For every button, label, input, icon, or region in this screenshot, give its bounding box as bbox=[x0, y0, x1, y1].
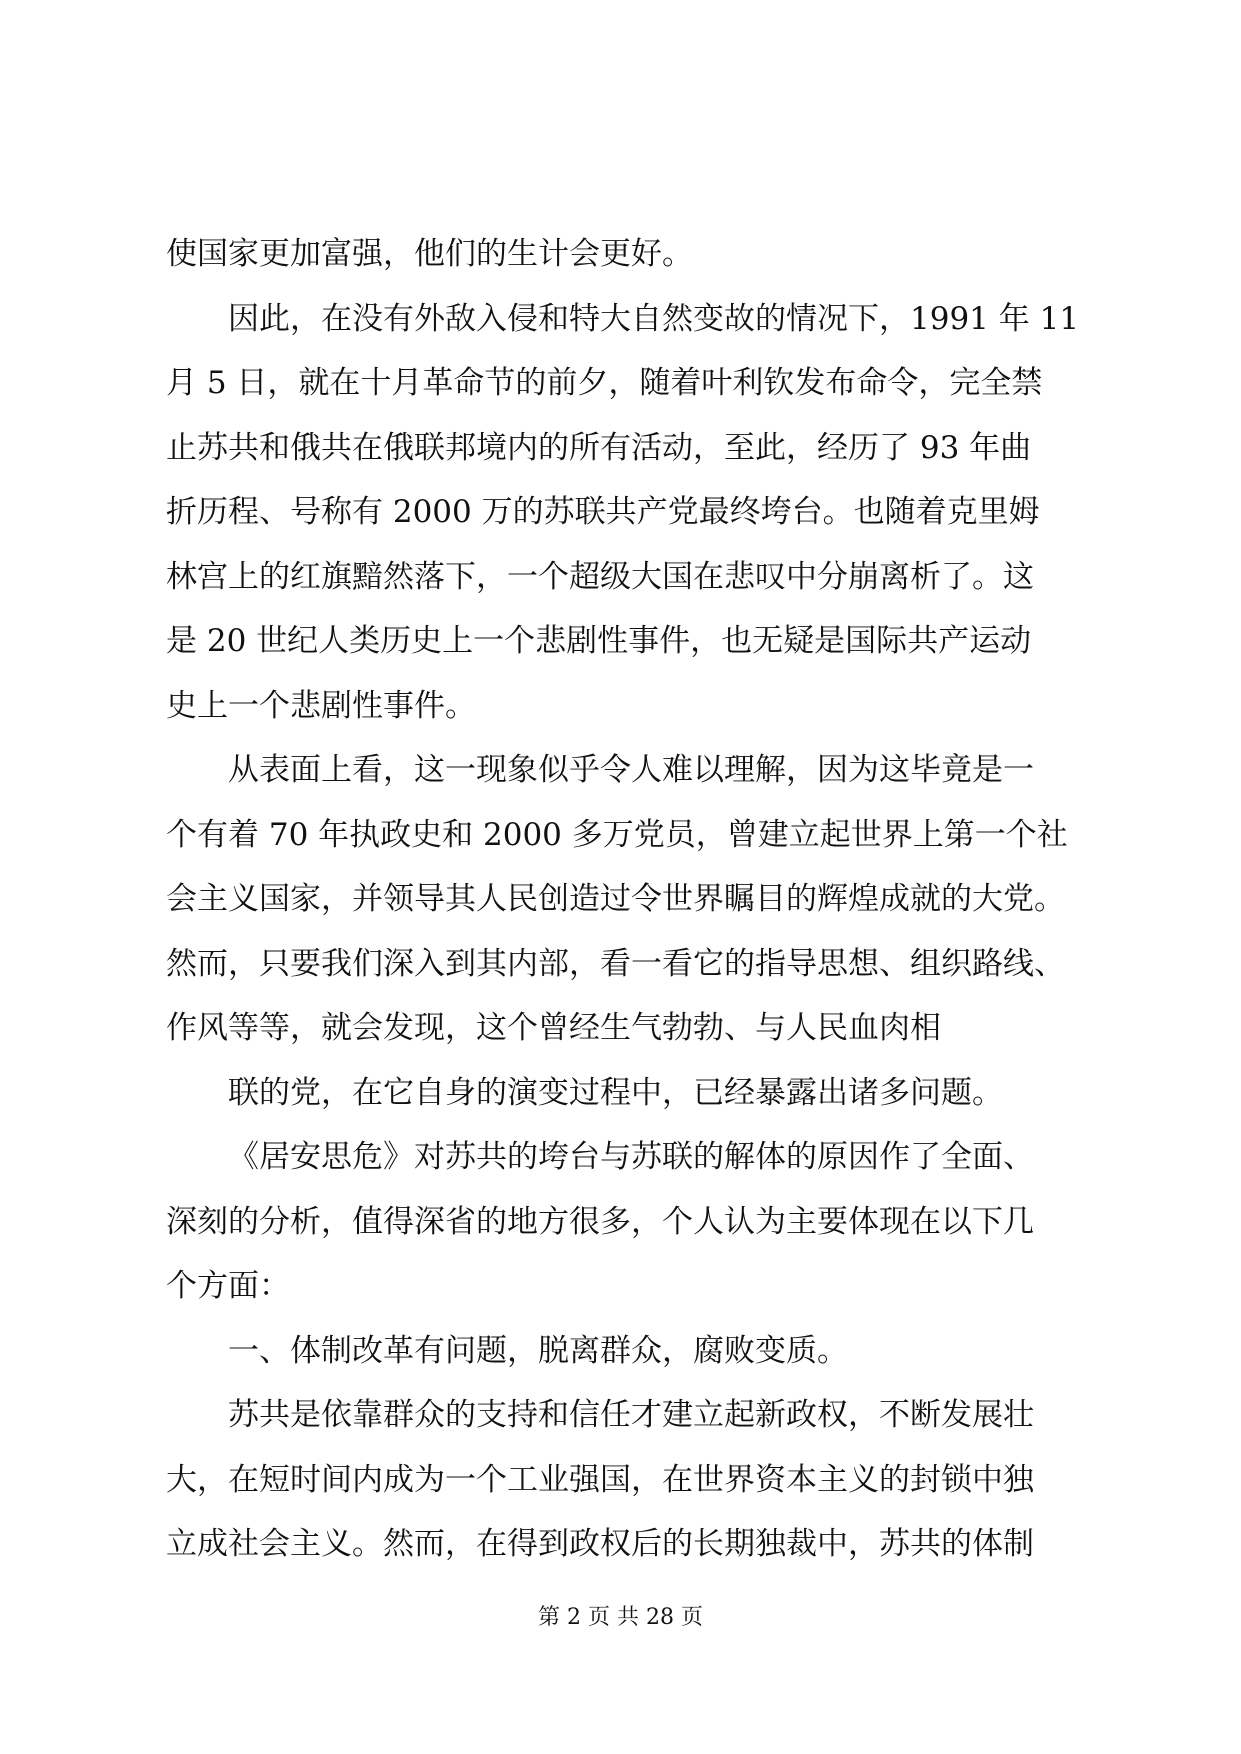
text-line-10: 个有着 70 年执政史和 2000 多万党员，曾建立起世界上第一个社 bbox=[166, 816, 1068, 853]
text-line-14: 联的党，在它自身的演变过程中，已经暴露出诸多问题。 bbox=[228, 1074, 1003, 1111]
text-line-9: 从表面上看，这一现象似乎令人难以理解，因为这毕竟是一 bbox=[228, 752, 1034, 788]
text-line-13: 作风等等，就会发现，这个曾经生气勃勃、与人民血肉相 bbox=[166, 1010, 941, 1046]
text-line-20: 大，在短时间内成为一个工业强国，在世界资本主义的封锁中独 bbox=[166, 1461, 1034, 1498]
text-line-7: 是 20 世纪人类历史上一个悲剧性事件，也无疑是国际共产运动 bbox=[166, 623, 1032, 659]
text-line-2: 因此，在没有外敌入侵和特大自然变故的情况下，1991 年 11 bbox=[228, 300, 1080, 337]
text-line-6: 林宫上的红旗黯然落下，一个超级大国在悲叹中分崩离析了。这 bbox=[166, 558, 1034, 595]
text-line-12: 然而，只要我们深入到其内部，看一看它的指导思想、组织路线、 bbox=[166, 945, 1065, 982]
document-body bbox=[166, 222, 1078, 1577]
text-line-18: 一、体制改革有问题，脱离群众，腐败变质。 bbox=[228, 1332, 848, 1369]
text-line-4: 止苏共和俄共在俄联邦境内的所有活动，至此，经历了 93 年曲 bbox=[166, 429, 1032, 466]
text-line-5: 折历程、号称有 2000 万的苏联共产党最终垮台。也随着克里姆 bbox=[166, 494, 1040, 530]
page-number-footer: 第 2 页 共 28 页 bbox=[538, 1605, 703, 1630]
text-line-1: 使国家更加富强，他们的生计会更好。 bbox=[166, 236, 693, 272]
text-line-21: 立成社会主义。然而，在得到政权后的长期独裁中，苏共的体制 bbox=[166, 1526, 1034, 1562]
text-line-8: 史上一个悲剧性事件。 bbox=[166, 687, 476, 724]
text-line-3: 月 5 日，就在十月革命节的前夕，随着叶利钦发布命令，完全禁 bbox=[166, 365, 1043, 401]
text-line-17: 个方面： bbox=[166, 1268, 290, 1304]
text-line-15: 《居安思危》对苏共的垮台与苏联的解体的原因作了全面、 bbox=[228, 1139, 1034, 1175]
text-line-16: 深刻的分析，值得深省的地方很多，个人认为主要体现在以下几 bbox=[166, 1203, 1034, 1240]
text-line-11: 会主义国家，并领导其人民创造过令世界瞩目的辉煌成就的大党。 bbox=[166, 881, 1065, 917]
text-line-19: 苏共是依靠群众的支持和信任才建立起新政权，不断发展壮 bbox=[228, 1397, 1034, 1433]
